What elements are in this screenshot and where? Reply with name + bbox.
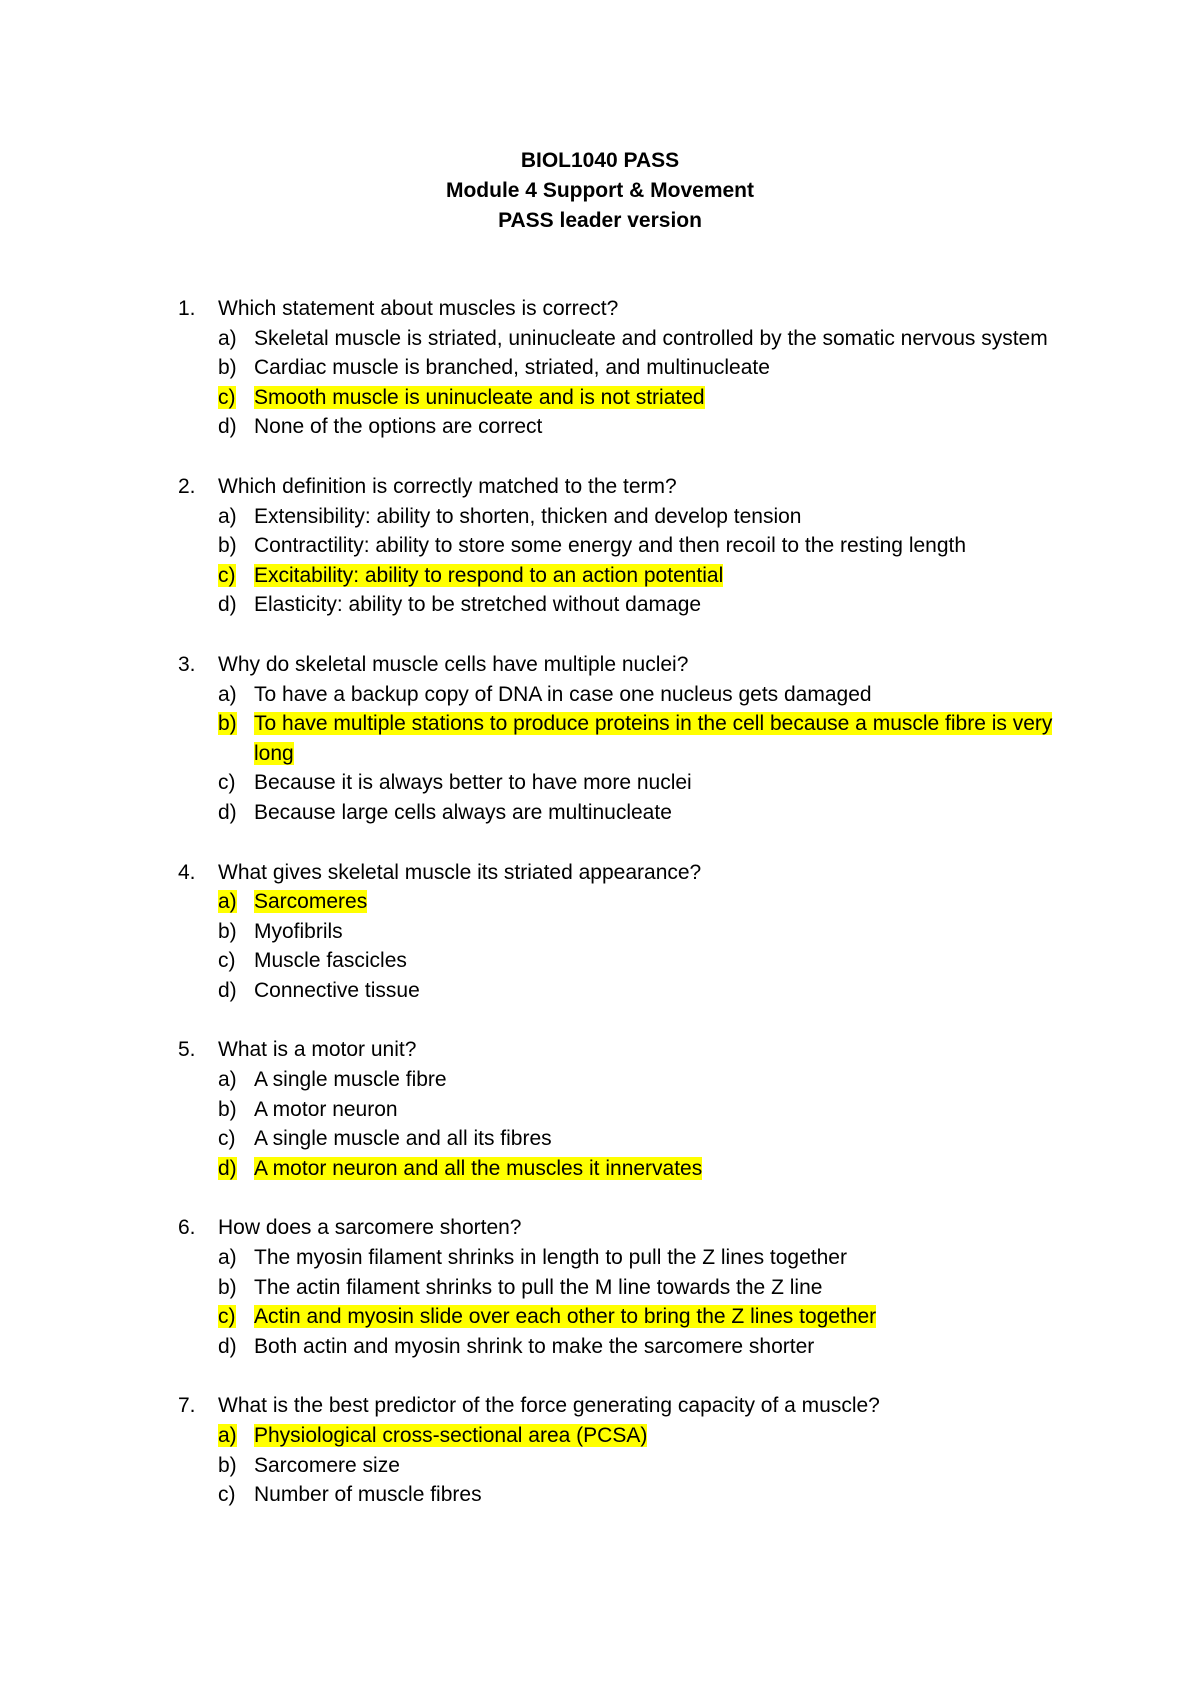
- option-text: Sarcomere size: [254, 1453, 400, 1477]
- option-letter: a): [218, 326, 237, 350]
- question-list: [178, 294, 1078, 1540]
- answer-option-correct: [218, 709, 1078, 768]
- option-text-cell: [254, 1480, 1074, 1510]
- option-text: Connective tissue: [254, 978, 420, 1002]
- module-title: Module 4 Support & Movement: [445, 179, 754, 202]
- option-letter-cell: [218, 680, 254, 710]
- option-text: Myofibrils: [254, 919, 343, 943]
- option-text-cell: [254, 1243, 1074, 1273]
- answer-option: [218, 412, 1078, 442]
- question-number: 3.: [178, 652, 196, 676]
- question-number: 5.: [178, 1038, 196, 1062]
- option-letter-cell: [218, 709, 254, 768]
- answer-option: [218, 798, 1078, 828]
- question-stem: [178, 650, 1078, 680]
- answer-option: [218, 1243, 1078, 1273]
- option-text: Smooth muscle is uninucleate and is not striated: [254, 385, 705, 409]
- option-letter-cell: [218, 1480, 254, 1510]
- answer-option: [218, 976, 1078, 1006]
- option-letter: a): [218, 1246, 237, 1270]
- option-text: None of the options are correct: [254, 415, 543, 439]
- option-text-cell: [254, 1302, 1074, 1332]
- option-letter: a): [218, 890, 237, 914]
- question-stem: [178, 1213, 1078, 1243]
- option-text-cell: [254, 798, 1074, 828]
- question-text: Which definition is correctly matched to the term?: [218, 474, 677, 498]
- question-number: 7.: [178, 1394, 196, 1418]
- option-text: Excitability: ability to respond to an action potential: [254, 563, 724, 587]
- option-text-cell: [254, 946, 1074, 976]
- answer-option: [218, 590, 1078, 620]
- option-text-cell: [254, 680, 1074, 710]
- option-text-cell: [254, 1273, 1074, 1303]
- option-letter-cell: [218, 324, 254, 354]
- option-text: Contractility: ability to store some energy and then recoil to the resting length: [254, 534, 967, 558]
- option-text: Physiological cross-sectional area (PCSA): [254, 1424, 648, 1447]
- answer-option: [218, 324, 1078, 354]
- option-text-cell: [254, 590, 1074, 620]
- option-text: Skeletal muscle is striated, uninucleate and controlled by the somatic nervous system: [254, 326, 1048, 350]
- option-letter-cell: [218, 561, 254, 591]
- question-number: 2.: [178, 474, 196, 498]
- option-text: To have multiple stations to produce proteins in the cell because a muscle fibre is very long: [254, 712, 1053, 765]
- option-letter: d): [218, 1334, 237, 1358]
- option-text: Both actin and myosin shrink to make the sarcomere shorter: [254, 1334, 815, 1358]
- question-1: [178, 294, 1078, 442]
- option-text-cell: [254, 1095, 1074, 1125]
- option-text: A motor neuron and all the muscles it innervates: [254, 1156, 703, 1180]
- option-text: Extensibility: ability to shorten, thicken and develop tension: [254, 504, 802, 528]
- option-letter-cell: [218, 1243, 254, 1273]
- option-letter-cell: [218, 917, 254, 947]
- question-number: 4.: [178, 860, 196, 884]
- course-title: BIOL1040 PASS: [520, 149, 680, 172]
- version-title: PASS leader version: [498, 209, 702, 232]
- option-text: Elasticity: ability to be stretched without damage: [254, 593, 702, 617]
- option-letter: b): [218, 1453, 237, 1477]
- answer-option: [218, 1124, 1078, 1154]
- option-letter: a): [218, 1068, 237, 1092]
- option-letter-cell: [218, 1451, 254, 1481]
- option-text-cell: [254, 531, 1074, 561]
- option-letter-cell: [218, 1332, 254, 1362]
- option-letter: d): [218, 1156, 237, 1180]
- option-letter-cell: [218, 412, 254, 442]
- answer-option: [218, 917, 1078, 947]
- answer-option: [218, 1451, 1078, 1481]
- option-letter-cell: [218, 1065, 254, 1095]
- option-letter: d): [218, 800, 237, 824]
- option-letter: d): [218, 978, 237, 1002]
- answer-option: [218, 768, 1078, 798]
- option-letter-cell: [218, 768, 254, 798]
- answer-option-correct: [218, 887, 1078, 917]
- document-header: [0, 146, 1200, 236]
- answer-option: [218, 531, 1078, 561]
- option-letter-cell: [218, 383, 254, 413]
- answer-option: [218, 502, 1078, 532]
- question-text: How does a sarcomere shorten?: [218, 1216, 522, 1240]
- question-3: [178, 650, 1078, 828]
- option-text: Cardiac muscle is branched, striated, and multinucleate: [254, 356, 770, 380]
- option-letter: c): [218, 949, 236, 973]
- option-text: Because large cells always are multinucleate: [254, 800, 672, 824]
- option-text-cell: [254, 768, 1074, 798]
- option-letter: c): [218, 1305, 236, 1329]
- answer-option: [218, 1095, 1078, 1125]
- option-letter: c): [218, 1127, 236, 1151]
- question-text: What gives skeletal muscle its striated appearance?: [218, 860, 702, 884]
- question-stem: [178, 1035, 1078, 1065]
- answer-option: [218, 1480, 1078, 1510]
- option-letter-cell: [218, 1095, 254, 1125]
- option-text-cell: [254, 1154, 1074, 1184]
- option-letter: c): [218, 385, 236, 409]
- option-text-cell: [254, 1451, 1074, 1481]
- answer-option: [218, 1332, 1078, 1362]
- option-text-cell: [254, 324, 1074, 354]
- answer-option-correct: [218, 561, 1078, 591]
- option-letter: c): [218, 563, 236, 587]
- option-letter: b): [218, 919, 237, 943]
- option-letter: d): [218, 415, 237, 439]
- option-letter: a): [218, 682, 237, 706]
- question-5: [178, 1035, 1078, 1183]
- option-text: Number of muscle fibres: [254, 1483, 482, 1507]
- option-letter-cell: [218, 590, 254, 620]
- option-letter: b): [218, 534, 237, 558]
- option-text: A single muscle fibre: [254, 1068, 447, 1092]
- question-text: Why do skeletal muscle cells have multiple nuclei?: [218, 652, 689, 676]
- option-text-cell: [254, 1332, 1074, 1362]
- answer-option: [218, 1065, 1078, 1095]
- answer-option-correct: [218, 383, 1078, 413]
- option-letter: d): [218, 593, 237, 617]
- option-text-cell: [254, 887, 1074, 917]
- option-text: A motor neuron: [254, 1097, 398, 1121]
- option-letter: b): [218, 712, 237, 736]
- option-letter-cell: [218, 502, 254, 532]
- option-text-cell: [254, 976, 1074, 1006]
- option-text-cell: [254, 353, 1074, 383]
- option-letter-cell: [218, 887, 254, 917]
- option-letter-cell: [218, 798, 254, 828]
- option-letter-cell: [218, 531, 254, 561]
- answer-option-correct: [218, 1154, 1078, 1184]
- option-text: A single muscle and all its fibres: [254, 1127, 552, 1151]
- option-text: The myosin filament shrinks in length to pull the Z lines together: [254, 1246, 847, 1270]
- option-letter-cell: [218, 1124, 254, 1154]
- answer-option: [218, 353, 1078, 383]
- question-text: What is a motor unit?: [218, 1038, 417, 1062]
- question-6: [178, 1213, 1078, 1361]
- option-text: Muscle fascicles: [254, 949, 407, 973]
- option-text: Actin and myosin slide over each other to bring the Z lines together: [254, 1305, 877, 1329]
- answer-option-correct: [218, 1421, 1078, 1451]
- question-number: 1.: [178, 297, 196, 320]
- option-letter: c): [218, 771, 236, 795]
- answer-option-correct: [218, 1302, 1078, 1332]
- question-stem: [178, 294, 1078, 324]
- option-text-cell: [254, 561, 1074, 591]
- question-stem: [178, 472, 1078, 502]
- option-letter-cell: [218, 1421, 254, 1451]
- answer-option: [218, 680, 1078, 710]
- option-letter: b): [218, 1097, 237, 1121]
- question-text: Which statement about muscles is correct?: [218, 297, 619, 320]
- option-text: To have a backup copy of DNA in case one nucleus gets damaged: [254, 682, 872, 706]
- option-text-cell: [254, 502, 1074, 532]
- option-letter: a): [218, 1424, 237, 1447]
- option-letter-cell: [218, 946, 254, 976]
- option-text-cell: [254, 383, 1074, 413]
- option-text-cell: [254, 1065, 1074, 1095]
- option-letter-cell: [218, 1273, 254, 1303]
- question-stem: [178, 858, 1078, 888]
- option-letter: c): [218, 1483, 236, 1507]
- option-letter: a): [218, 504, 237, 528]
- question-2: [178, 472, 1078, 620]
- question-stem: [178, 1391, 1078, 1421]
- option-text: Sarcomeres: [254, 890, 368, 914]
- option-text-cell: [254, 917, 1074, 947]
- question-text: What is the best predictor of the force generating capacity of a muscle?: [218, 1394, 880, 1418]
- question-number: 6.: [178, 1216, 196, 1240]
- option-letter-cell: [218, 1154, 254, 1184]
- option-letter-cell: [218, 976, 254, 1006]
- option-text: Because it is always better to have more nuclei: [254, 771, 692, 795]
- option-letter-cell: [218, 1302, 254, 1332]
- question-4: [178, 858, 1078, 1006]
- option-text-cell: [254, 1421, 1074, 1451]
- option-text-cell: [254, 709, 1074, 768]
- answer-option: [218, 1273, 1078, 1303]
- option-text-cell: [254, 412, 1074, 442]
- option-letter: b): [218, 356, 237, 380]
- option-letter: b): [218, 1275, 237, 1299]
- option-text: The actin filament shrinks to pull the M line towards the Z line: [254, 1275, 823, 1299]
- option-letter-cell: [218, 353, 254, 383]
- option-text-cell: [254, 1124, 1074, 1154]
- answer-option: [218, 946, 1078, 976]
- question-7: [178, 1391, 1078, 1509]
